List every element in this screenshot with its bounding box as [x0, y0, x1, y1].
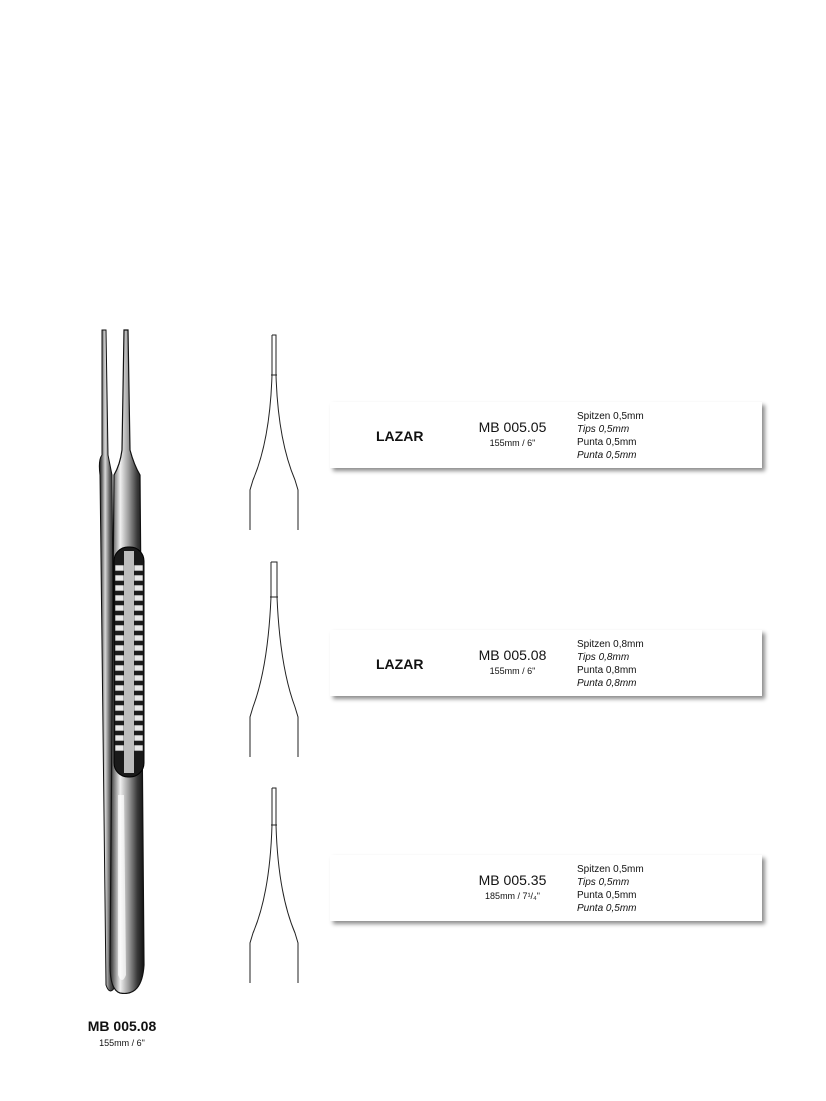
- product-code: MB 005.08: [478, 647, 547, 663]
- product-size: 155mm / 6": [489, 666, 536, 676]
- product-size: 155mm / 6": [489, 438, 536, 448]
- spec-de: Spitzen 0,8mm: [577, 639, 644, 650]
- spec-de: Spitzen 0,5mm: [577, 411, 644, 422]
- product-specs: [577, 638, 644, 690]
- spec-de: Spitzen 0,5mm: [577, 864, 644, 875]
- main-product-size: 155mm / 6": [99, 1038, 145, 1048]
- spec-it: Punta 0,8mm: [577, 678, 637, 689]
- product-size: 185mm / 7¹/₄": [485, 891, 540, 901]
- product-card: [330, 855, 762, 921]
- spec-es: Punta 0,5mm: [577, 890, 637, 901]
- spec-es: Punta 0,8mm: [577, 665, 637, 676]
- product-code: MB 005.35: [478, 872, 547, 888]
- product-code: MB 005.05: [478, 419, 547, 435]
- tip-drawing-3: [240, 783, 310, 988]
- product-specs: [577, 410, 644, 462]
- main-product-code: MB 005.08: [87, 1018, 157, 1034]
- spec-it: Punta 0,5mm: [577, 903, 637, 914]
- spec-es: Punta 0,5mm: [577, 437, 637, 448]
- product-specs: [577, 863, 644, 915]
- product-brand: LAZAR: [376, 428, 424, 444]
- product-card: [330, 630, 762, 696]
- spec-en: Tips 0,5mm: [577, 424, 630, 435]
- tip-drawing-1: [240, 330, 310, 535]
- spec-en: Tips 0,8mm: [577, 652, 630, 663]
- spec-it: Punta 0,5mm: [577, 450, 637, 461]
- product-card: [330, 402, 762, 468]
- product-brand: LAZAR: [376, 656, 424, 672]
- forceps-illustration: [80, 325, 170, 1005]
- tip-drawing-2: [240, 557, 310, 762]
- spec-en: Tips 0,5mm: [577, 877, 630, 888]
